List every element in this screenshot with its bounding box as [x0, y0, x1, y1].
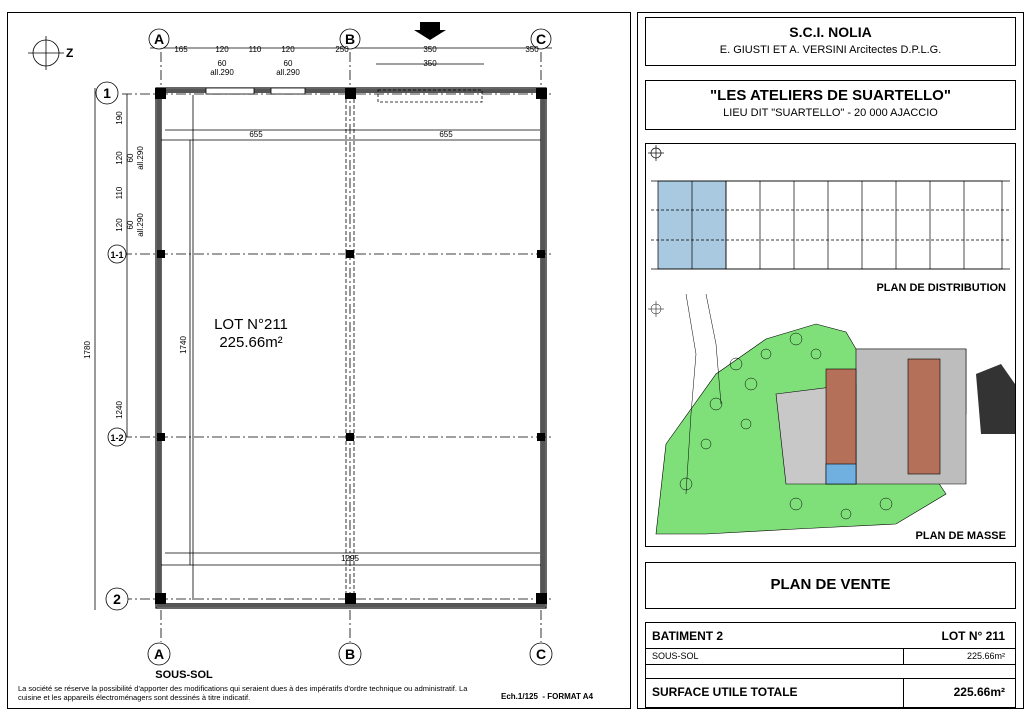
dim-top-165: 165	[174, 45, 188, 54]
project-name: "LES ATELIERS DE SUARTELLO"	[710, 87, 951, 104]
dim-top-120a: 120	[215, 45, 229, 54]
grid-row-2: 2	[113, 591, 121, 607]
total-area: 225.66m²	[953, 685, 1005, 699]
dim-left-1780: 1780	[83, 341, 92, 359]
grid-col-b-top: B	[344, 31, 356, 47]
grid-col-a-top: A	[153, 31, 165, 47]
dim-left-120b: 120	[115, 218, 124, 232]
dim-top-110: 110	[248, 45, 262, 54]
dim-left-60b: 60	[126, 220, 135, 230]
total-label: SURFACE UTILE TOTALE	[652, 685, 798, 699]
table-divider	[903, 679, 904, 707]
north-arrow-icon	[28, 36, 64, 70]
dim-top-120b: 120	[281, 45, 295, 54]
window-note-left-1: all.290	[136, 146, 145, 170]
dim-left-60a: 60	[126, 153, 135, 163]
grid-col-c-top: C	[535, 31, 547, 47]
plan-title-box	[645, 562, 1016, 609]
disclaimer: La société se réserve la possibilité d'apporter des modifications qui seraient dues à des impératifs d'ordre technique ou administratif. La cuisine et les appareils électroménagers sont dessinés à titre indicatif.	[18, 684, 468, 702]
building-label: BATIMENT 2	[652, 629, 724, 643]
floor-plan	[7, 12, 631, 709]
dim-top-60b: 60	[283, 59, 293, 68]
lot-area: 225.66m²	[219, 334, 283, 351]
compass-label: Z	[66, 46, 74, 60]
plan-title: PLAN DE VENTE	[770, 576, 891, 593]
lot-label: LOT N° 211	[941, 629, 1005, 643]
distribution-thumbnail	[646, 144, 1015, 294]
dim-inner-655a: 655	[249, 130, 263, 139]
window-note-2: all.290	[276, 68, 300, 77]
grid-col-a-bottom: A	[153, 646, 165, 662]
table-row	[646, 623, 1015, 649]
lot-name: LOT N°211	[214, 316, 288, 333]
window-note-1: all.290	[210, 68, 234, 77]
dim-top-350b: 350	[525, 45, 539, 54]
grid-row-1-2: 1-2	[110, 433, 124, 443]
grid-row-1-1: 1-1	[110, 250, 124, 260]
dim-left-1240: 1240	[115, 401, 124, 419]
level-label: SOUS-SOL	[155, 669, 213, 681]
dim-left-110: 110	[115, 186, 124, 200]
level-name: SOUS-SOL	[652, 651, 699, 661]
grid-col-c-bottom: C	[535, 646, 547, 662]
dim-top-60a: 60	[217, 59, 227, 68]
project-box	[645, 80, 1016, 130]
level-area: 225.66m²	[966, 651, 1005, 661]
table-row	[646, 665, 1015, 679]
dim-inner-655b: 655	[439, 130, 453, 139]
masse-label: PLAN DE MASSE	[915, 530, 1006, 542]
project-address: LIEU DIT "SUARTELLO" - 20 000 AJACCIO	[723, 107, 938, 119]
table-row	[646, 649, 1015, 665]
grid-row-1: 1	[103, 85, 111, 101]
company-name: S.C.I. NOLIA	[789, 24, 872, 40]
thumbnails-box	[645, 143, 1016, 547]
dim-top-350a: 350	[423, 45, 437, 54]
architects: E. GIUSTI ET A. VERSINI Arcitectes D.P.L.G.	[719, 44, 942, 56]
dim-left-1740: 1740	[179, 336, 188, 354]
dim-top-350-window: 350	[423, 59, 437, 68]
distribution-label: PLAN DE DISTRIBUTION	[876, 282, 1006, 294]
dim-left-190: 190	[115, 111, 124, 125]
masse-thumbnail	[646, 294, 1015, 547]
window-note-left-2: all.290	[136, 213, 145, 237]
grid-col-b-bottom: B	[344, 646, 356, 662]
dim-left-120a: 120	[115, 151, 124, 165]
table-divider	[903, 649, 904, 664]
entrance-arrow-icon	[414, 22, 446, 40]
dim-inner-1295: 1295	[341, 554, 359, 563]
sales-table	[645, 622, 1016, 708]
total-row	[646, 679, 1015, 707]
scale-note: Ech.1/125 - FORMAT A4	[501, 692, 594, 701]
company-box	[645, 17, 1016, 66]
dim-top-250: 250	[335, 45, 349, 54]
